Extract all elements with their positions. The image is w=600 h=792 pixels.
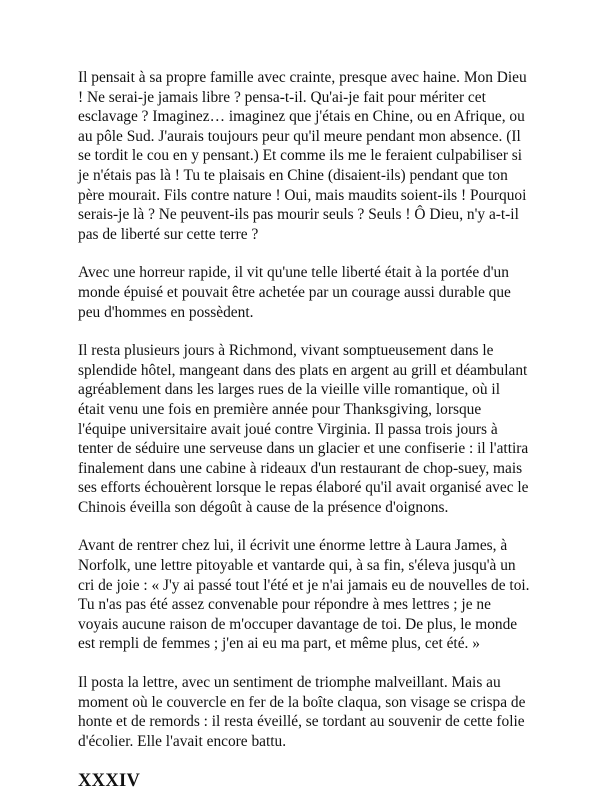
paragraph-2: Avec une horreur rapide, il vit qu'une telle liberté était à la portée d'un monde épuisé et pouvait être achetée par un courage aussi durable que peu d'hommes en possèdent. [78, 264, 511, 321]
document-page [78, 68, 530, 792]
paragraph-5: Il posta la lettre, avec un sentiment de triomphe malveillant. Mais au moment où le couvercle en fer de la boîte claqua, son visage se crispa de honte et de remords : il resta éveillé, se tordant au souvenir de cette folie d'écolier. Elle l'avait encore battu. [78, 674, 526, 750]
paragraph-1: Il pensait à sa propre famille avec crainte, presque avec haine. Mon Dieu ! Ne serai-je jamais libre ? pensa-t-il. Qu'ai-je fait pour mériter cet esclavage ? Imaginez… imaginez que j'étais en Chine, ou en Afrique, ou au pôle Sud. J'aurais toujours peur qu'il meure pendant mon absence. (Il se tordit le cou en y pensant.) Et comme ils me le feraient culpabiliser si je n'étais pas là ! Tu te plaisais en Chine (disaient-ils) pendant que ton père mourait. Fils contre nature ! Oui, mais maudits soient-ils ! Pourquoi serais-je là ? Ne peuvent-ils pas mourir seuls ? Seuls ! Ô Dieu, n'y a-t-il pas de liberté sur cette terre ? [78, 69, 527, 243]
chapter-heading: XXXIV [78, 771, 141, 792]
paragraph-4: Avant de rentrer chez lui, il écrivit une énorme lettre à Laura James, à Norfolk, une lettre pitoyable et vantarde qui, à sa fin, s'éleva jusqu'à un cri de joie : « J'y ai passé tout l'été et je n'ai jamais eu de nouvelles de toi. Tu n'as pas été assez convenable pour répondre à mes lettres ; je ne voyais aucune raison de m'occuper davantage de toi. De plus, le monde est rempli de femmes ; j'en ai eu ma part, et même plus, cet été. » [78, 537, 530, 653]
paragraph-3: Il resta plusieurs jours à Richmond, vivant somptueusement dans le splendide hôtel, mangeant dans des plats en argent au grill et déambulant agréablement dans les larges rues de la vieille ville romantique, où il était venu une fois en première année pour Thanksgiving, lorsque l'équipe universitaire avait joué contre Virginia. Il passa trois jours à tenter de séduire une serveuse dans un glacier et une confiserie : il l'attira finalement dans une cabine à rideaux d'un restaurant de chop-suey, mais ses efforts échouèrent lorsque le repas élaboré qu'il avait organisé avec le Chinois éveilla son dégoût à cause de la présence d'oignons. [78, 342, 529, 516]
